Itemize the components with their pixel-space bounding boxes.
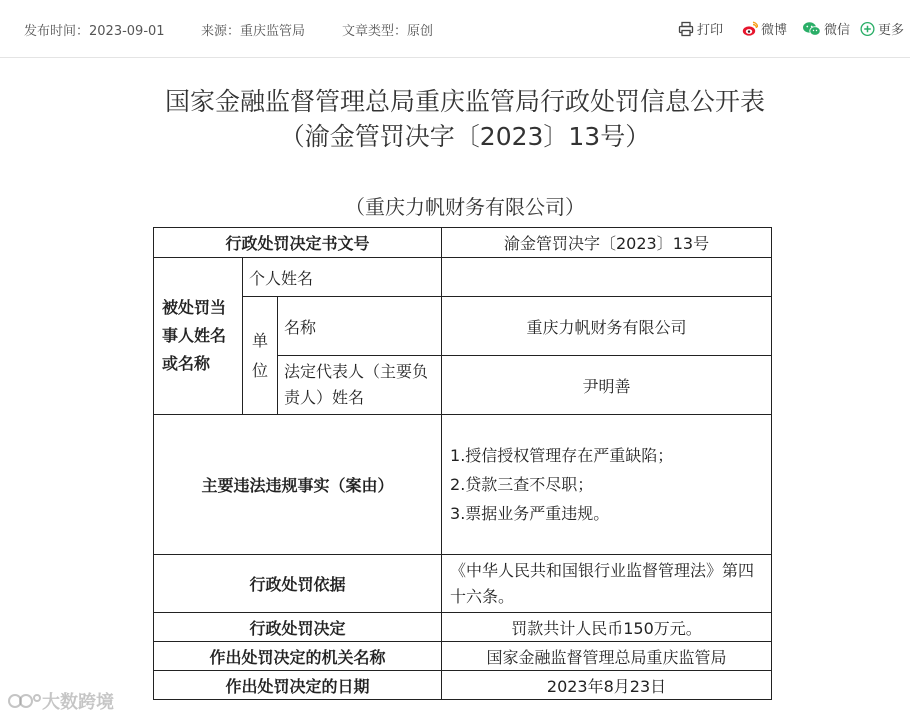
watermark-logo-icon [8,692,42,710]
source [201,20,305,39]
penalty-basis-label: 行政处罚依据 [154,555,442,613]
publish-time [24,20,165,39]
table-row [154,297,772,356]
table-row [154,642,772,671]
table-row [154,555,772,613]
penalty-decision-value: 罚款共计人民币150万元。 [442,613,772,642]
decision-date-label: 作出处罚决定的日期 [154,671,442,700]
penalty-basis-value: 《中华人民共和国银行业监督管理法》第四十六条。 [442,555,772,613]
table-row [154,415,772,555]
document-number-title: （渝金管罚决字〔2023〕13号） [279,122,651,151]
table-row [154,228,772,258]
printer-icon [678,21,694,37]
legal-representative-value: 尹明善 [442,356,772,415]
party-label: 被处罚当事人姓名或名称 [154,258,243,415]
article-meta-bar [0,0,910,58]
unit-label: 单位 [243,297,278,415]
article-type-value: 原创 [407,24,434,39]
watermark-text: 大数跨境 [42,692,114,713]
violation-facts-list [442,415,772,555]
article-type-label: 文章类型： [342,24,408,39]
watermark [8,688,114,714]
authority-label: 作出处罚决定的机关名称 [154,642,442,671]
wechat-icon [802,21,821,37]
publish-date: 2023-09-01 [89,24,165,39]
individual-name-value [442,258,772,297]
publish-time-label: 发布时间： [24,24,90,39]
unit-name-value: 重庆力帆财务有限公司 [442,297,772,356]
table-row [154,613,772,642]
list-item: 2.贷款三查不尽职； [450,475,594,494]
source-label: 来源： [201,24,241,39]
source-value: 重庆监管局 [240,24,306,39]
legal-representative-label: 法定代表人（主要负责人）姓名 [278,356,442,415]
wechat-label: 微信 [824,23,851,38]
unit-name-label: 名称 [278,297,442,356]
individual-name-label: 个人姓名 [243,258,442,297]
penalty-decision-label: 行政处罚决定 [154,613,442,642]
print-button[interactable] [678,19,723,38]
entity-caption: （重庆力帆财务有限公司） [345,195,585,219]
doc-number-label: 行政处罚决定书文号 [154,228,442,258]
list-item: 1.授信授权管理存在严重缺陷； [450,446,674,465]
weibo-share-button[interactable] [742,19,787,38]
weibo-label: 微博 [761,23,788,38]
wechat-share-button[interactable] [802,19,850,38]
doc-number-value: 渝金管罚决字〔2023〕13号 [442,228,772,258]
list-item: 3.票据业务严重违规。 [450,504,610,523]
print-label: 打印 [697,23,724,38]
table-row [154,671,772,700]
plus-circle-icon [860,21,875,37]
article-type [342,20,433,39]
page-title: 国家金融监督管理总局重庆监管局行政处罚信息公开表 [164,87,765,116]
authority-value: 国家金融监督管理总局重庆监管局 [442,642,772,671]
decision-date-value: 2023年8月23日 [442,671,772,700]
weibo-icon [742,21,758,37]
more-share-button[interactable] [860,19,904,38]
table-row [154,258,772,297]
more-label: 更多 [878,23,905,38]
violation-facts-label: 主要违法违规事实（案由） [154,415,442,555]
penalty-info-table [153,227,772,700]
